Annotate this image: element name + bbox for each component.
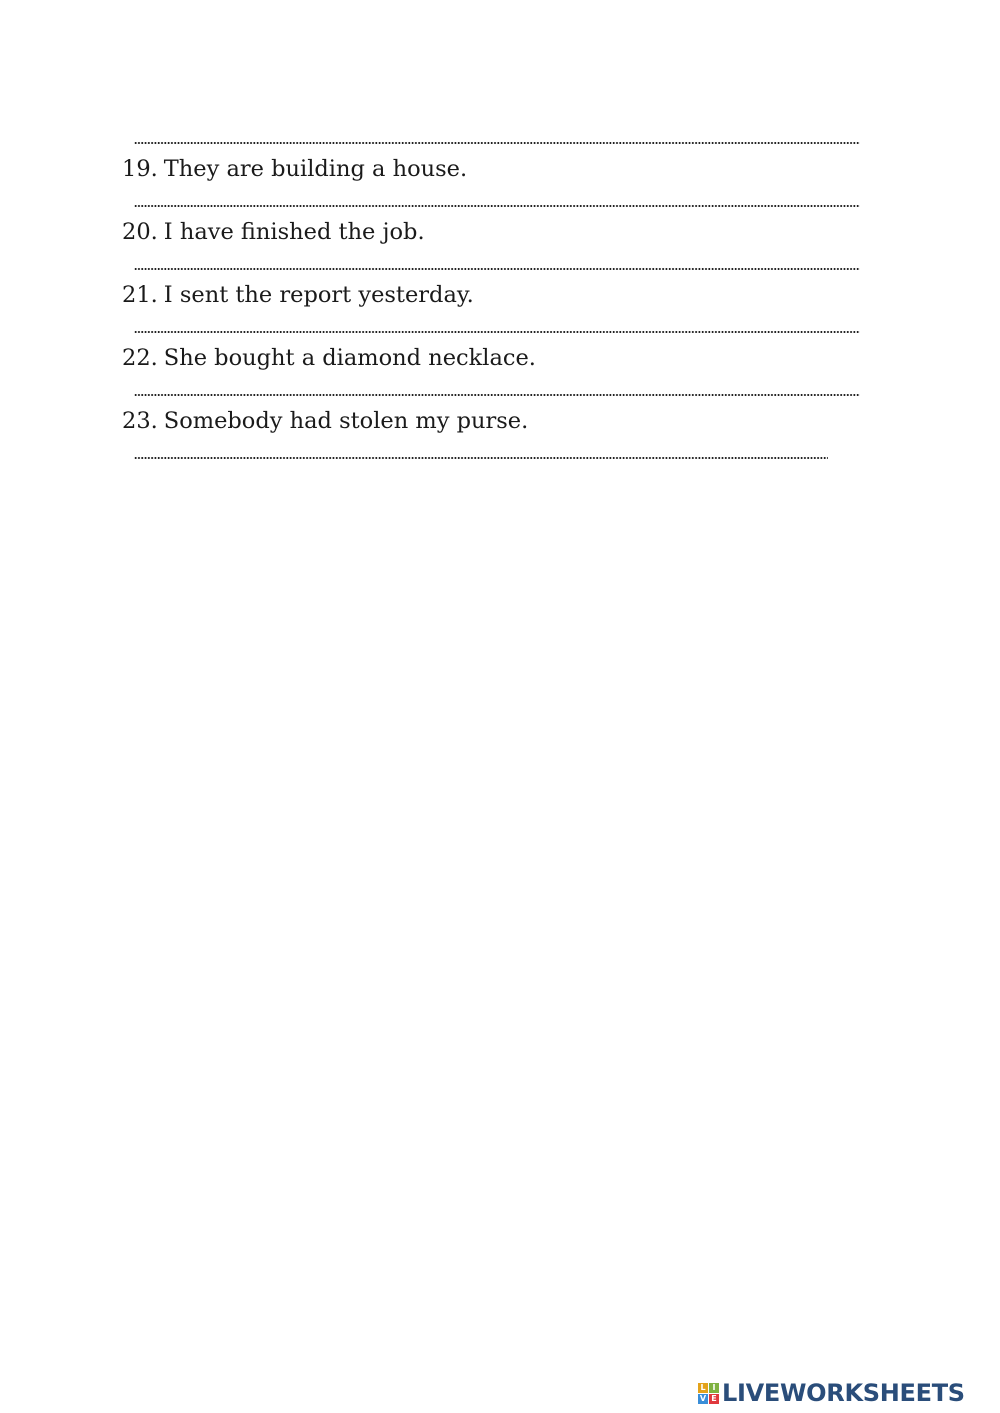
logo-mark-letter: L bbox=[698, 1383, 708, 1393]
question-number: 21. bbox=[122, 282, 158, 308]
question-text: I sent the report yesterday. bbox=[163, 282, 474, 308]
brand-name: LIVEWORKSHEETS bbox=[722, 1379, 965, 1407]
answer-line-20[interactable] bbox=[134, 267, 860, 271]
answer-line-19[interactable] bbox=[134, 204, 860, 208]
liveworksheets-logo bbox=[698, 1378, 965, 1408]
answer-line-22[interactable] bbox=[134, 393, 860, 397]
question-number: 22. bbox=[122, 345, 158, 371]
question-number: 23. bbox=[122, 408, 158, 434]
question-text: They are building a house. bbox=[163, 156, 468, 182]
question-20 bbox=[122, 219, 425, 245]
question-number: 20. bbox=[122, 219, 158, 245]
question-21 bbox=[122, 282, 474, 308]
question-number: 19. bbox=[122, 156, 158, 182]
answer-line-21[interactable] bbox=[134, 330, 860, 334]
logo-mark-letter: E bbox=[709, 1394, 719, 1404]
question-text: She bought a diamond necklace. bbox=[163, 345, 536, 371]
logo-mark-letter: I bbox=[709, 1383, 719, 1393]
logo-mark-icon bbox=[698, 1383, 719, 1404]
answer-line-18[interactable] bbox=[134, 141, 860, 145]
question-19 bbox=[122, 156, 467, 182]
question-23 bbox=[122, 408, 528, 434]
answer-line-23[interactable] bbox=[134, 456, 828, 460]
question-text: I have finished the job. bbox=[163, 219, 425, 245]
question-22 bbox=[122, 345, 536, 371]
logo-mark-letter: V bbox=[699, 1393, 707, 1403]
question-text: Somebody had stolen my purse. bbox=[163, 408, 529, 434]
